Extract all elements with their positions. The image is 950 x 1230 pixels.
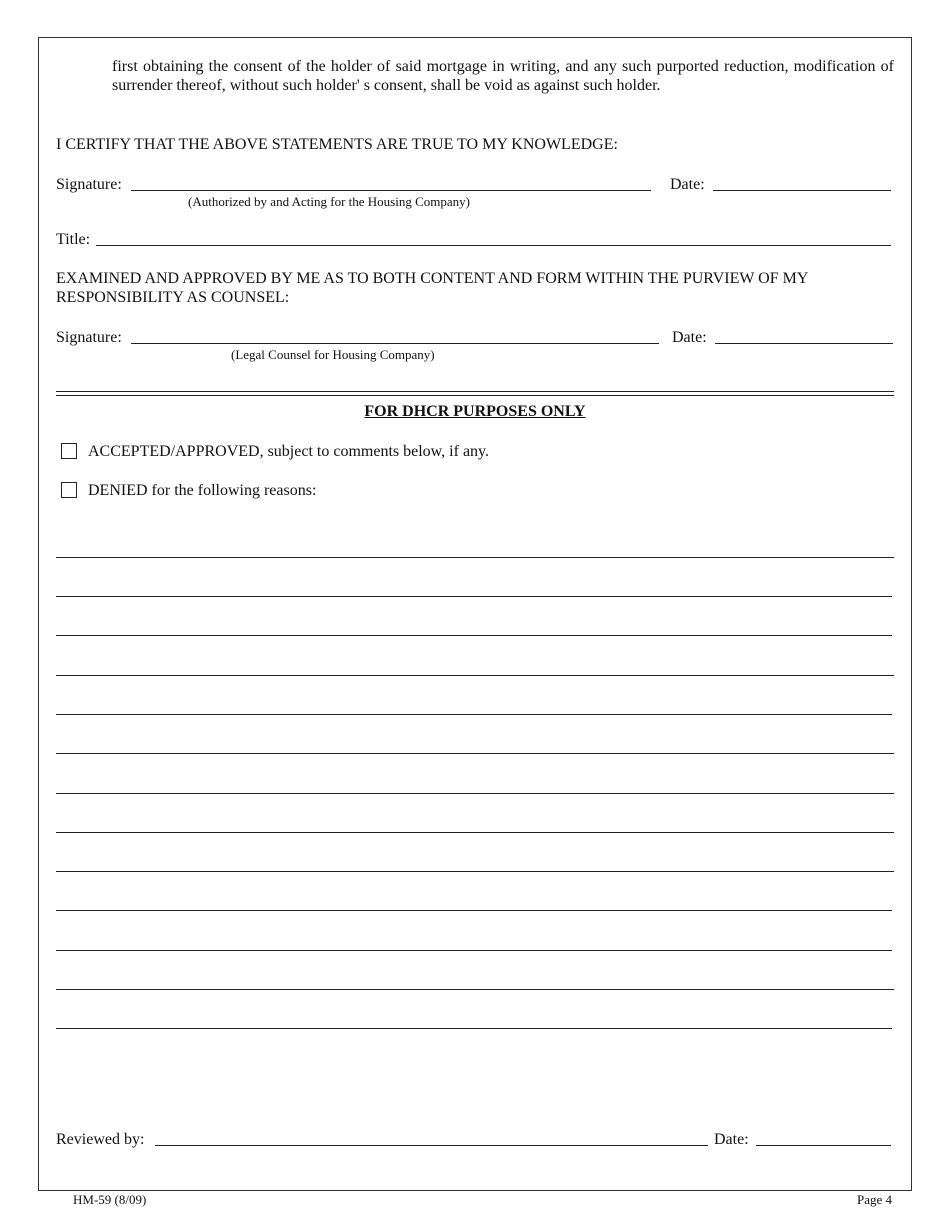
certify-signature-caption: (Authorized by and Acting for the Housing Company) xyxy=(188,194,470,209)
certify-signature-line[interactable] xyxy=(131,190,651,191)
counsel-date-line[interactable] xyxy=(715,343,893,344)
examined-statement: EXAMINED AND APPROVED BY ME AS TO BOTH CONTENT AND FORM WITHIN THE PURVIEW OF MY RESPONSIBILITY AS COUNSEL: xyxy=(56,270,808,306)
reason-line[interactable] xyxy=(56,989,894,990)
accepted-checkbox[interactable] xyxy=(61,443,77,459)
counsel-signature-line[interactable] xyxy=(131,343,659,344)
denied-label: DENIED for the following reasons: xyxy=(88,482,317,499)
reason-line[interactable] xyxy=(56,557,894,558)
form-id: HM-59 (8/09) xyxy=(73,1192,147,1207)
reason-line[interactable] xyxy=(56,871,894,872)
reviewed-by-label: Reviewed by: xyxy=(56,1131,145,1148)
reason-line[interactable] xyxy=(56,1028,892,1029)
reason-line[interactable] xyxy=(56,714,892,715)
certify-date-label: Date: xyxy=(670,176,705,193)
counsel-signature-caption: (Legal Counsel for Housing Company) xyxy=(231,347,435,362)
accepted-label: ACCEPTED/APPROVED, subject to comments below, if any. xyxy=(88,443,490,460)
review-date-label: Date: xyxy=(714,1131,749,1148)
reason-line[interactable] xyxy=(56,635,892,636)
reason-line[interactable] xyxy=(56,596,892,597)
intro-paragraph: first obtaining the consent of the holder of said mortgage in writing, and any such purported reduction, modification of surrender thereof, without such holder' s consent, shall be void as against such holder. xyxy=(112,58,894,94)
reason-line[interactable] xyxy=(56,793,894,794)
title-label: Title: xyxy=(56,231,91,248)
certify-date-line[interactable] xyxy=(713,190,891,191)
reason-line[interactable] xyxy=(56,832,894,833)
reviewed-by-line[interactable] xyxy=(155,1145,708,1146)
form-border xyxy=(38,37,912,1191)
reason-line[interactable] xyxy=(56,910,892,911)
denied-checkbox[interactable] xyxy=(61,482,77,498)
certify-signature-label: Signature: xyxy=(56,176,122,193)
counsel-signature-label: Signature: xyxy=(56,329,122,346)
reason-line[interactable] xyxy=(56,753,894,754)
review-date-line[interactable] xyxy=(756,1145,891,1146)
page-number: Page 4 xyxy=(857,1192,893,1207)
reason-line[interactable] xyxy=(56,950,892,951)
dhcr-heading: FOR DHCR PURPOSES ONLY xyxy=(364,403,586,420)
reason-line[interactable] xyxy=(56,675,894,676)
counsel-date-label: Date: xyxy=(672,329,707,346)
section-divider xyxy=(56,391,894,396)
title-line[interactable] xyxy=(96,245,891,246)
certify-statement: I CERTIFY THAT THE ABOVE STATEMENTS ARE TRUE TO MY KNOWLEDGE: xyxy=(56,136,618,153)
